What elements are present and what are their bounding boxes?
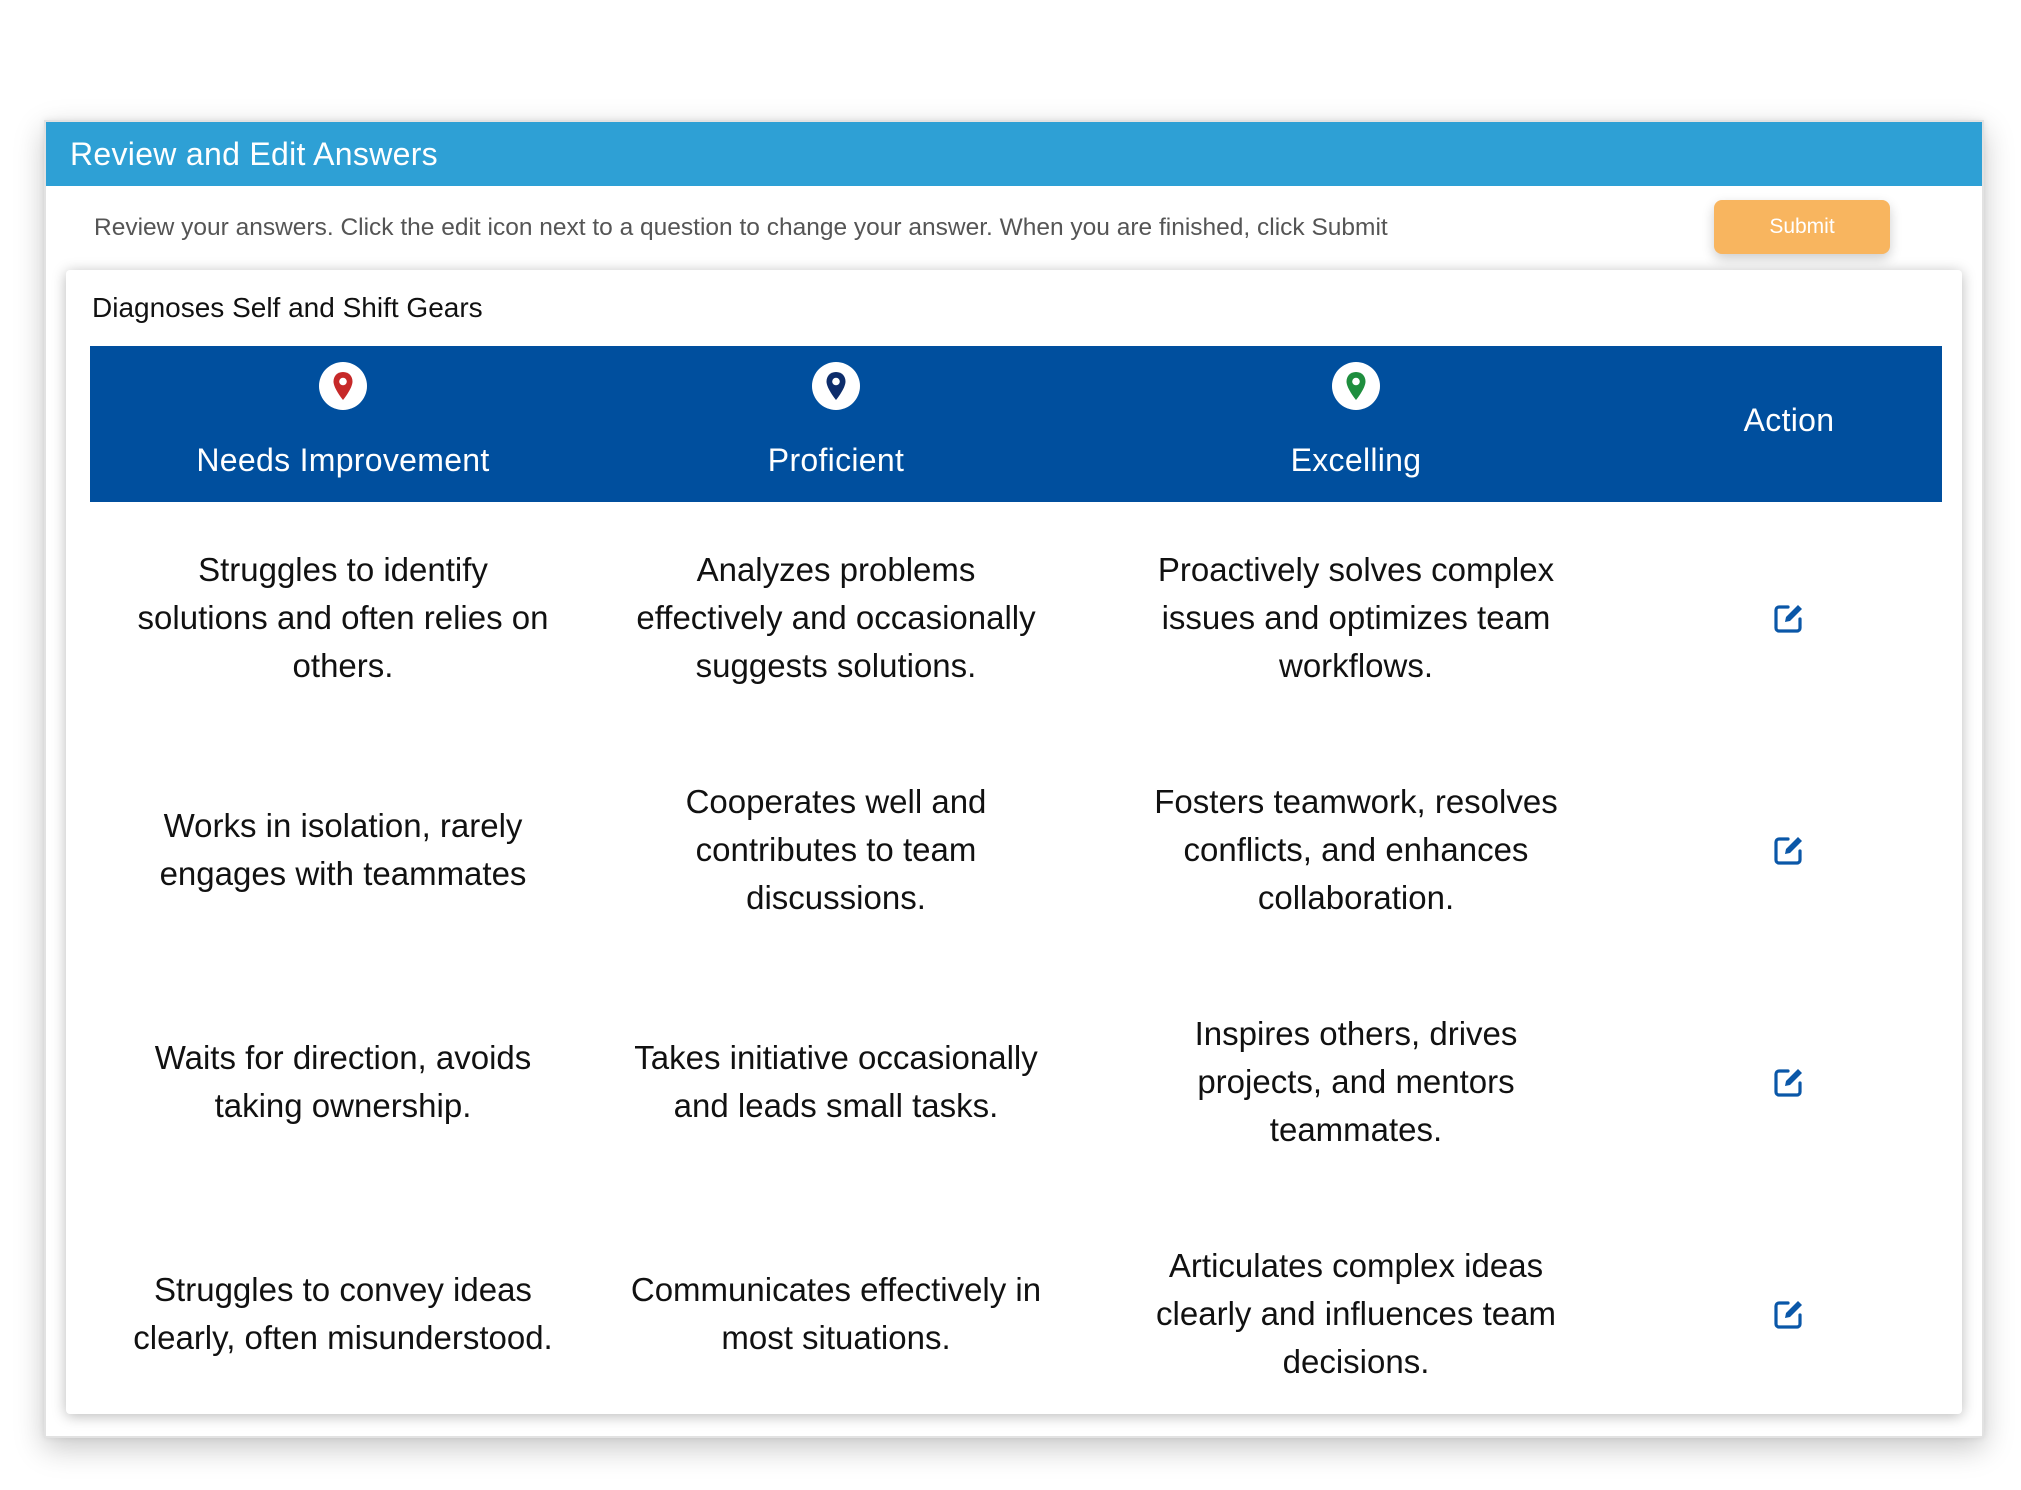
column-header-needs-improvement xyxy=(90,346,596,502)
needs-improvement-cell: Works in isolation, rarely engages with teammates xyxy=(159,807,527,892)
action-cell xyxy=(1636,966,1942,1198)
edit-icon xyxy=(1772,1065,1806,1099)
column-label: Action xyxy=(1743,402,1835,438)
column-header-excelling xyxy=(1076,346,1636,502)
edit-button[interactable] xyxy=(1769,830,1809,870)
column-label: Needs Improvement xyxy=(196,442,490,478)
proficient-cell: Communicates effectively in most situations. xyxy=(630,1271,1042,1356)
excelling-cell: Proactively solves complex issues and optimizes team workflows. xyxy=(1157,551,1555,684)
review-dialog xyxy=(44,120,1984,1438)
dialog-title: Review and Edit Answers xyxy=(46,122,1982,186)
excelling-cell: Articulates complex ideas clearly and influences team decisions. xyxy=(1156,1247,1556,1380)
edit-icon xyxy=(1772,601,1806,635)
table-row xyxy=(90,1198,1942,1430)
location-pin-icon xyxy=(319,362,367,410)
excelling-cell: Inspires others, drives projects, and mentors teammates. xyxy=(1194,1015,1518,1148)
table-row xyxy=(90,502,1942,734)
proficient-cell: Cooperates well and contributes to team discussions. xyxy=(685,783,987,916)
table-header xyxy=(90,346,1942,502)
edit-button[interactable] xyxy=(1769,1294,1809,1334)
instructions-text: Review your answers. Click the edit icon next to a question to change your answer. When you are finished, click Submit xyxy=(94,214,1388,241)
proficient-cell: Analyzes problems effectively and occasionally suggests solutions. xyxy=(636,551,1036,684)
section-title: Diagnoses Self and Shift Gears xyxy=(92,292,483,323)
action-cell xyxy=(1636,734,1942,966)
column-label: Excelling xyxy=(1290,442,1422,478)
table-row xyxy=(90,966,1942,1198)
excelling-cell: Fosters teamwork, resolves conflicts, and enhances collaboration. xyxy=(1154,783,1558,916)
edit-button[interactable] xyxy=(1769,1062,1809,1102)
edit-icon xyxy=(1772,833,1806,867)
needs-improvement-cell: Struggles to convey ideas clearly, often misunderstood. xyxy=(133,1271,553,1356)
location-pin-icon xyxy=(812,362,860,410)
needs-improvement-cell: Waits for direction, avoids taking ownership. xyxy=(154,1039,532,1124)
answers-table-body xyxy=(90,502,1942,1430)
submit-button[interactable]: Submit xyxy=(1714,200,1890,254)
competency-card xyxy=(66,270,1962,1414)
action-cell xyxy=(1636,1198,1942,1430)
location-pin-icon xyxy=(1332,362,1380,410)
needs-improvement-cell: Struggles to identify solutions and often relies on others. xyxy=(137,551,549,684)
table-row xyxy=(90,734,1942,966)
action-cell xyxy=(1636,502,1942,734)
column-header-proficient xyxy=(596,346,1076,502)
proficient-cell: Takes initiative occasionally and leads small tasks. xyxy=(634,1039,1038,1124)
column-header-action xyxy=(1636,346,1942,502)
edit-button[interactable] xyxy=(1769,598,1809,638)
edit-icon xyxy=(1772,1297,1806,1331)
column-label: Proficient xyxy=(767,442,905,478)
